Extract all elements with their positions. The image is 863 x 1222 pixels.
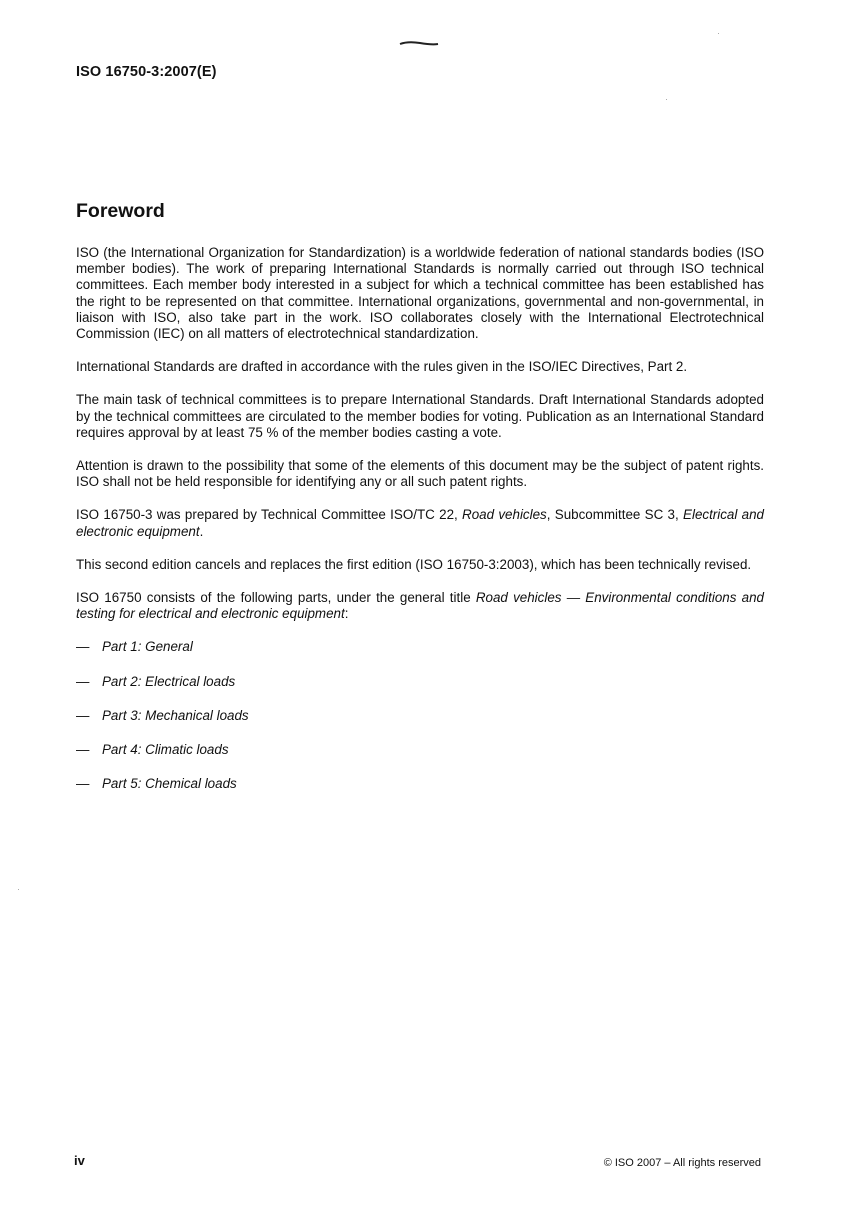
page-title: Foreword [76,200,165,222]
list-item [76,708,764,726]
em-dash: — [76,776,90,792]
parts-list [76,639,764,794]
text-run-italic: Road vehicles — Environmental conditions and testing for electrical and electronic equipment [76,590,764,622]
paragraph-prepared-by [76,507,764,539]
em-dash: — [76,707,90,723]
part-label: Part 5: Chemical loads [102,776,237,792]
part-label: Part 1: General [102,639,193,655]
em-dash: — [76,673,90,689]
text-run-italic: Road vehicles [462,507,547,523]
paragraph-edition: This second edition cancels and replaces the first edition (ISO 16750-3:2003), which has been technically revised. [76,556,752,572]
list-item [76,639,764,657]
text-run: . [199,523,204,539]
foreword-body [76,245,764,810]
paragraph-parts-intro [76,590,764,622]
em-dash: — [76,639,90,655]
document-id: ISO 16750-3:2007(E) [76,64,217,80]
text-run: : [344,606,349,622]
page-number: iv [74,1153,85,1168]
text-run: ISO 16750 consists of the following parts, under the general title [76,590,476,606]
scan-speck [666,99,667,100]
part-label: Part 3: Mechanical loads [102,707,249,723]
paragraph-committees: The main task of technical committees is to prepare International Standards. Draft International Standards adopted by the technical committees are circulated to the member bodies for voting. Publication as an International Standard requires approval by at least 75 % of the member bodies casting a vote. [76,392,764,440]
paragraph-iso-intro: ISO (the International Organization for Standardization) is a worldwide federation of national standards bodies (ISO member bodies). The work of preparing International Standards is normally carried out through ISO technical committees. Each member body interested in a subject for which a technical committee has been established has the right to be represented on that committee. International organizations, governmental and non-governmental, in liaison with ISO, also take part in the work. ISO collaborates closely with the International Electrotechnical Commission (IEC) on all matters of electrotechnical standardization. [76,245,764,342]
paragraph-patent: Attention is drawn to the possibility that some of the elements of this document may be the subject of patent rights. ISO shall not be held responsible for identifying any or all such patent rights. [76,458,764,490]
part-label: Part 2: Electrical loads [102,673,236,689]
part-label: Part 4: Climatic loads [102,742,229,758]
paragraph-directives: International Standards are drafted in accordance with the rules given in the ISO/IEC Directives, Part 2. [76,359,688,375]
text-run: , Subcommittee SC 3, [546,507,684,523]
em-dash: — [76,742,90,758]
list-item [76,776,764,794]
text-run: ISO 16750-3 was prepared by Technical Committee ISO/TC 22, [76,507,463,523]
list-item [76,742,764,760]
list-item [76,674,764,692]
copyright-notice: © ISO 2007 – All rights reserved [603,1157,761,1169]
scan-speck [718,33,719,34]
text-run-italic: Electrical and electronic equipment [76,507,764,539]
scan-mark [398,40,440,46]
scan-speck [18,889,19,890]
